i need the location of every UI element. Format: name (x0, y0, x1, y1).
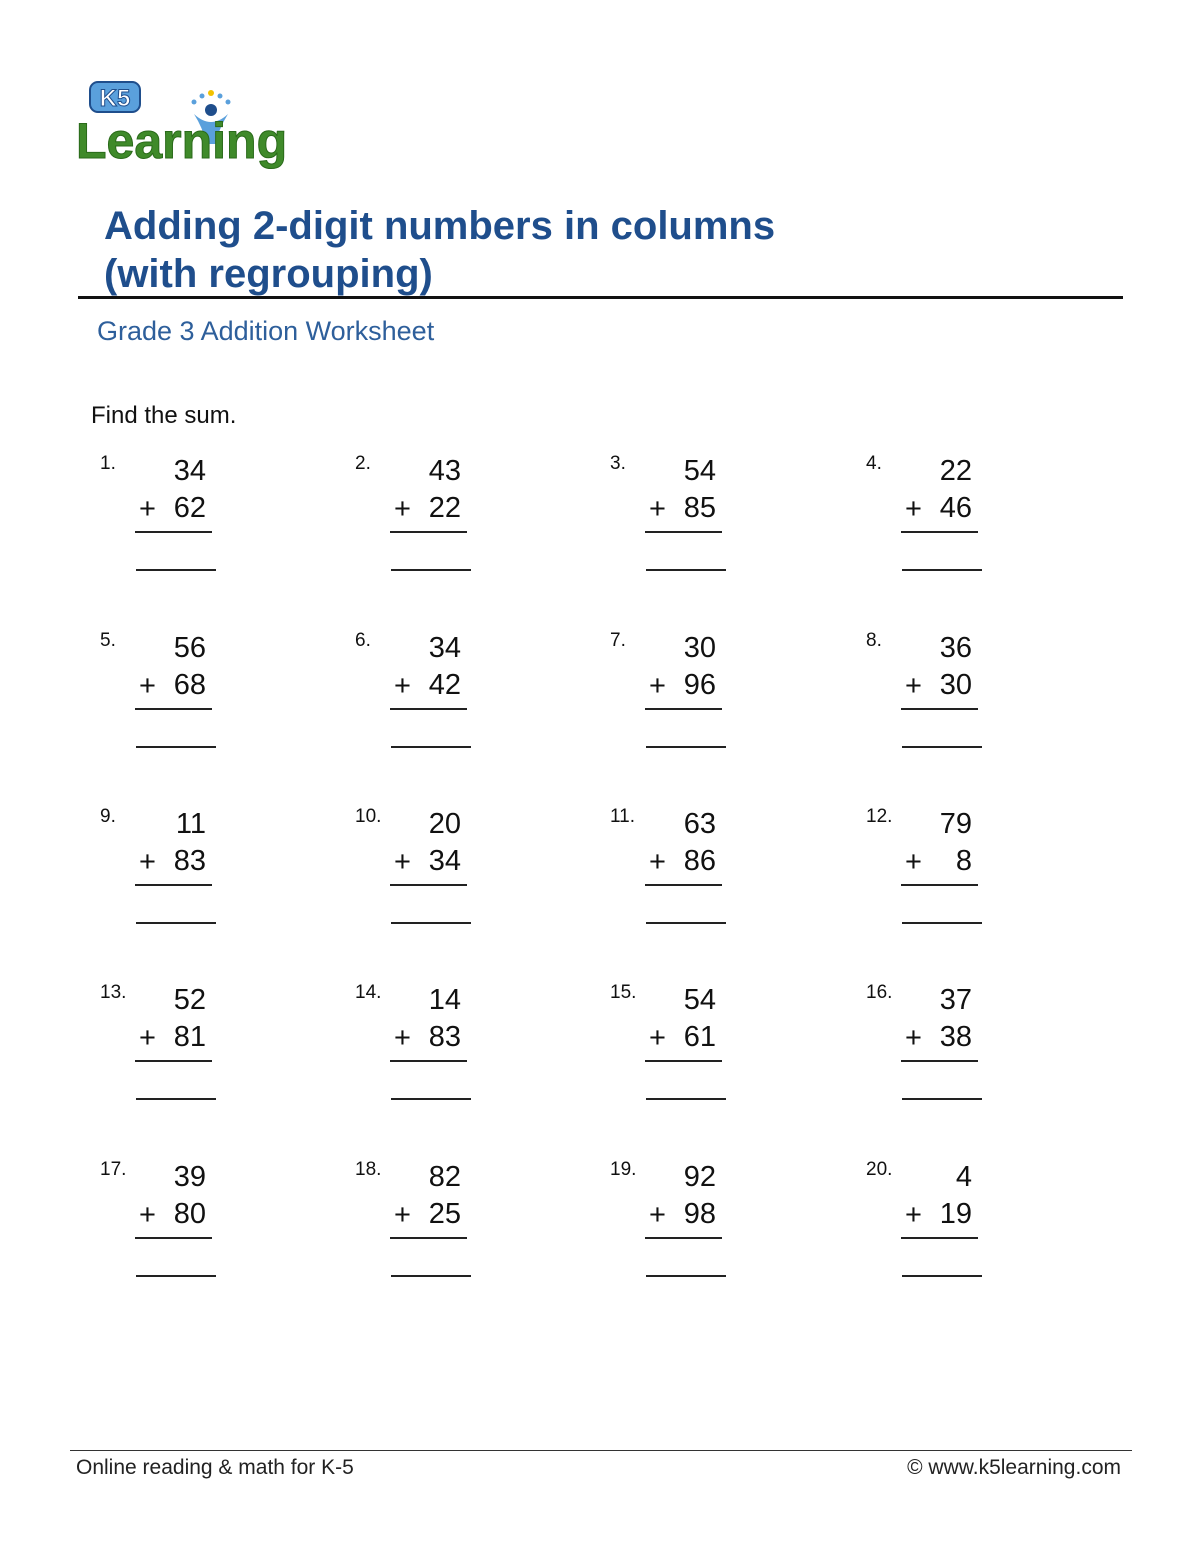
worksheet-title (104, 202, 775, 298)
answer-line[interactable] (136, 1098, 216, 1100)
addend-top: 54 (683, 455, 716, 487)
addend-bottom: 81 (173, 1021, 206, 1053)
addend-bottom: 19 (939, 1198, 972, 1230)
sum-rule (901, 708, 978, 710)
answer-line[interactable] (902, 746, 982, 748)
answer-line[interactable] (391, 1098, 471, 1100)
problem-14 (355, 982, 495, 1112)
addend-bottom: 85 (683, 492, 716, 524)
answer-line[interactable] (646, 569, 726, 571)
problem-18 (355, 1159, 495, 1289)
problem-number: 20. (866, 1159, 893, 1180)
sum-rule (901, 1237, 978, 1239)
problem-6 (355, 630, 495, 760)
addend-top: 43 (428, 455, 461, 487)
problem-12 (866, 806, 1006, 936)
plus-sign: + (649, 493, 666, 525)
title-divider (78, 296, 1123, 299)
addend-top: 20 (428, 808, 461, 840)
sum-rule (645, 531, 722, 533)
problem-15 (610, 982, 750, 1112)
sum-rule (390, 531, 467, 533)
problem-13 (100, 982, 240, 1112)
plus-sign: + (649, 1022, 666, 1054)
addend-top: 14 (428, 984, 461, 1016)
sum-rule (901, 884, 978, 886)
addend-top: 22 (939, 455, 972, 487)
answer-line[interactable] (391, 569, 471, 571)
answer-line[interactable] (646, 922, 726, 924)
sum-rule (390, 708, 467, 710)
addend-bottom: 25 (428, 1198, 461, 1230)
addend-top: 82 (428, 1161, 461, 1193)
plus-sign: + (905, 1199, 922, 1231)
plus-sign: + (139, 1199, 156, 1231)
problem-number: 9. (100, 806, 116, 827)
answer-line[interactable] (136, 922, 216, 924)
problem-number: 6. (355, 630, 371, 651)
addend-bottom: 61 (683, 1021, 716, 1053)
addend-bottom: 62 (173, 492, 206, 524)
problem-number: 7. (610, 630, 626, 651)
problem-number: 19. (610, 1159, 637, 1180)
plus-sign: + (394, 493, 411, 525)
sum-rule (390, 884, 467, 886)
instructions: Find the sum. (91, 402, 237, 429)
plus-sign: + (905, 846, 922, 878)
answer-line[interactable] (646, 1098, 726, 1100)
problem-number: 4. (866, 453, 882, 474)
sum-rule (135, 531, 212, 533)
k5-learning-logo-icon (76, 78, 296, 170)
answer-line[interactable] (391, 1275, 471, 1277)
sum-rule (901, 531, 978, 533)
addend-top: 63 (683, 808, 716, 840)
problem-number: 8. (866, 630, 882, 651)
problem-number: 16. (866, 982, 893, 1003)
problem-5 (100, 630, 240, 760)
sum-rule (645, 1060, 722, 1062)
problem-20 (866, 1159, 1006, 1289)
plus-sign: + (394, 1022, 411, 1054)
problem-3 (610, 453, 750, 583)
plus-sign: + (139, 670, 156, 702)
addend-top: 92 (683, 1161, 716, 1193)
worksheet-subtitle: Grade 3 Addition Worksheet (97, 316, 435, 346)
addend-bottom: 83 (428, 1021, 461, 1053)
addend-top: 34 (173, 455, 206, 487)
problem-11 (610, 806, 750, 936)
answer-line[interactable] (391, 746, 471, 748)
footer-divider (70, 1450, 1132, 1451)
addend-top: 11 (175, 808, 206, 840)
problem-number: 12. (866, 806, 893, 827)
problem-number: 15. (610, 982, 637, 1003)
addend-top: 52 (173, 984, 206, 1016)
addend-bottom: 42 (428, 669, 461, 701)
addend-top: 37 (939, 984, 972, 1016)
problem-17 (100, 1159, 240, 1289)
logo-badge-text: K5 (99, 85, 131, 112)
addend-bottom: 86 (683, 845, 716, 877)
sum-rule (390, 1060, 467, 1062)
plus-sign: + (649, 670, 666, 702)
problem-number: 18. (355, 1159, 382, 1180)
answer-line[interactable] (902, 922, 982, 924)
addend-bottom: 30 (939, 669, 972, 701)
plus-sign: + (649, 846, 666, 878)
problem-2 (355, 453, 495, 583)
answer-line[interactable] (136, 1275, 216, 1277)
sum-rule (135, 1237, 212, 1239)
plus-sign: + (394, 1199, 411, 1231)
plus-sign: + (905, 493, 922, 525)
addend-bottom: 38 (939, 1021, 972, 1053)
problem-number: 17. (100, 1159, 127, 1180)
answer-line[interactable] (136, 746, 216, 748)
plus-sign: + (139, 1022, 156, 1054)
addend-bottom: 80 (173, 1198, 206, 1230)
addend-top: 79 (939, 808, 972, 840)
plus-sign: + (139, 846, 156, 878)
sum-rule (135, 1060, 212, 1062)
addend-bottom: 34 (428, 845, 461, 877)
problem-4 (866, 453, 1006, 583)
problem-9 (100, 806, 240, 936)
sum-rule (645, 884, 722, 886)
answer-line[interactable] (902, 1275, 982, 1277)
sum-rule (901, 1060, 978, 1062)
sum-rule (135, 884, 212, 886)
problem-number: 11. (610, 806, 636, 827)
addend-top: 34 (428, 632, 461, 664)
sum-rule (390, 1237, 467, 1239)
logo-wordmark: Learning (76, 113, 288, 169)
problem-16 (866, 982, 1006, 1112)
problem-number: 5. (100, 630, 116, 651)
problem-7 (610, 630, 750, 760)
addend-bottom: 68 (173, 669, 206, 701)
problem-number: 2. (355, 453, 371, 474)
answer-line[interactable] (646, 746, 726, 748)
answer-line[interactable] (136, 569, 216, 571)
problem-number: 3. (610, 453, 626, 474)
answer-line[interactable] (391, 922, 471, 924)
title-line-1: Adding 2-digit numbers in columns (104, 204, 776, 248)
problem-number: 10. (355, 806, 382, 827)
addend-top: 36 (939, 632, 972, 664)
addend-bottom: 8 (955, 845, 972, 877)
addend-bottom: 98 (683, 1198, 716, 1230)
answer-line[interactable] (902, 569, 982, 571)
addend-top: 30 (683, 632, 716, 664)
title-line-2: (with regrouping) (104, 252, 433, 296)
addend-bottom: 83 (173, 845, 206, 877)
plus-sign: + (139, 493, 156, 525)
problem-1 (100, 453, 240, 583)
sum-rule (645, 708, 722, 710)
problem-number: 13. (100, 982, 127, 1003)
addend-bottom: 22 (428, 492, 461, 524)
problem-8 (866, 630, 1006, 760)
problem-19 (610, 1159, 750, 1289)
addend-bottom: 46 (939, 492, 972, 524)
plus-sign: + (905, 670, 922, 702)
addend-top: 39 (173, 1161, 206, 1193)
addend-top: 4 (955, 1161, 972, 1193)
addend-top: 54 (683, 984, 716, 1016)
problem-number: 14. (355, 982, 382, 1003)
footer-tagline: Online reading & math for K-5 (76, 1456, 354, 1479)
sum-rule (135, 708, 212, 710)
footer-website: © www.k5learning.com (907, 1456, 1121, 1479)
plus-sign: + (394, 846, 411, 878)
plus-sign: + (649, 1199, 666, 1231)
plus-sign: + (394, 670, 411, 702)
answer-line[interactable] (646, 1275, 726, 1277)
k5-learning-logo (76, 78, 296, 170)
plus-sign: + (905, 1022, 922, 1054)
addend-top: 56 (173, 632, 206, 664)
answer-line[interactable] (902, 1098, 982, 1100)
addend-bottom: 96 (683, 669, 716, 701)
problem-number: 1. (100, 453, 116, 474)
sum-rule (645, 1237, 722, 1239)
problem-10 (355, 806, 495, 936)
